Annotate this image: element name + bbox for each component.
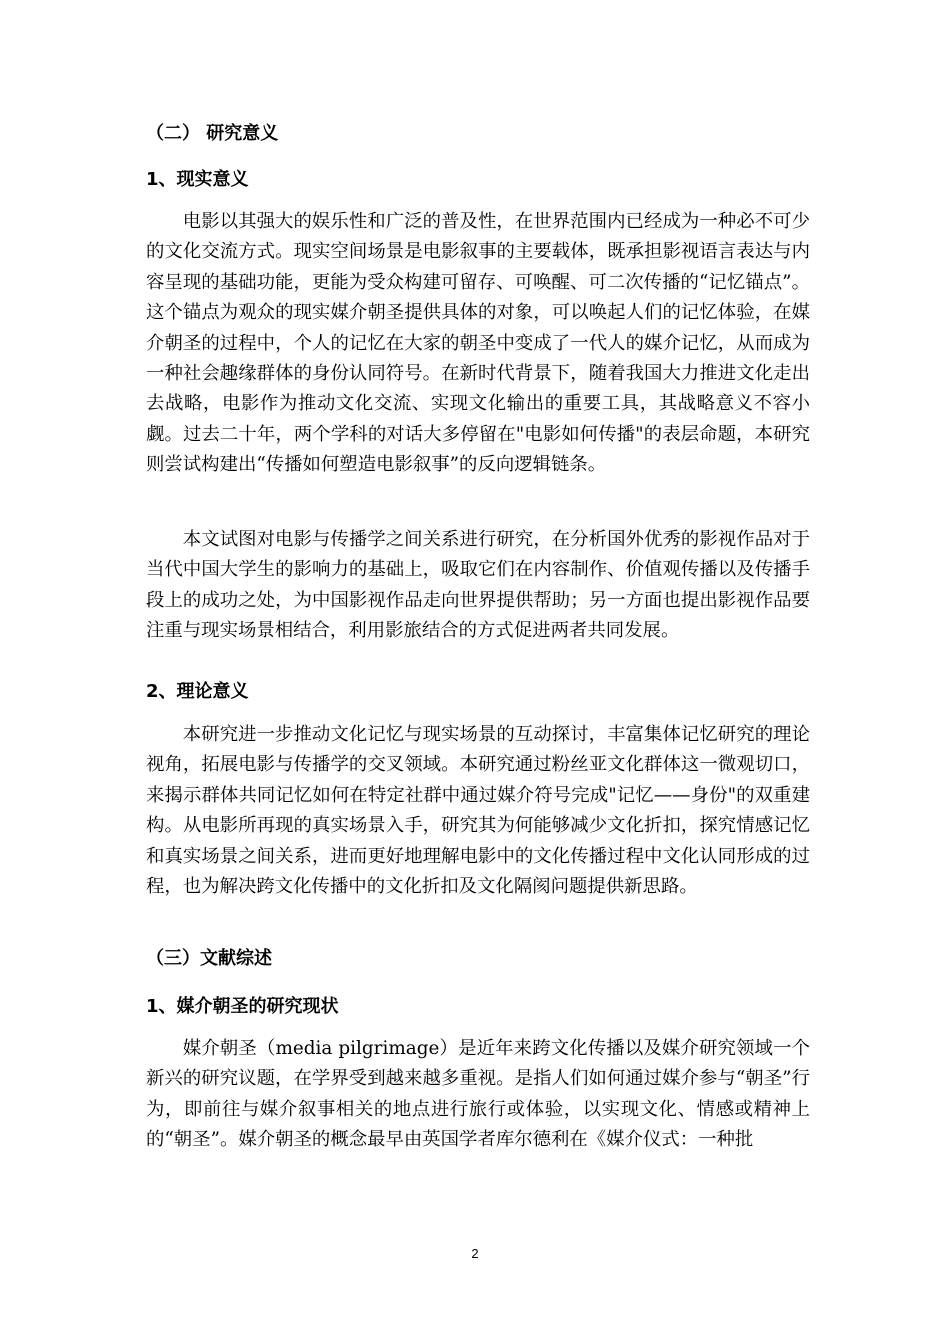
paragraph-media-pilgrimage-1: 媒介朝圣（media pilgrimage）是近年来跨文化传播以及媒介研究领域一个新兴的研究议题，在学界受到越来越多重视。是指人们如何通过媒介参与“朝圣”行为，即前往与媒介叙事相关的地点进行旅行或体验，以实现文化、情感或精神上的“朝圣”。媒介朝圣的概念最早由英国学者库尔德利在《媒介仪式：一种批 xyxy=(146,1038,810,1151)
paragraph-practical-2: 本文试图对电影与传播学之间关系进行研究，在分析国外优秀的影视作品对于当代中国大学生的影响力的基础上，吸取它们在内容制作、价值观传播以及传播手段上的成功之处，为中国影视作品走向世界提供帮助；另一方面也提出影视作品要注重与现实场景相结合，利用影旅结合的方式促进两者共同发展。 xyxy=(146,529,810,642)
subheading-theoretical-significance: 2、理论意义 xyxy=(146,681,249,702)
section-heading-literature-review: （三）文献综述 xyxy=(146,948,272,969)
page-number: 2 xyxy=(471,1246,479,1261)
subheading-media-pilgrimage: 1、媒介朝圣的研究现状 xyxy=(146,996,339,1017)
paragraph-theoretical-1: 本研究进一步推动文化记忆与现实场景的互动探讨，丰富集体记忆研究的理论视角，拓展电影与传播学的交叉领域。本研究通过粉丝亚文化群体这一微观切口，来揭示群体共同记忆如何在特定社群中通过媒介符号完成"记忆——身份"的双重建构。从电影所再现的真实场景入手，研究其为何能够减少文化折扣，探究情感记忆和真实场景之间关系，进而更好地理解电影中的文化传播过程中文化认同形成的过程，也为解决跨文化传播中的文化折扣及文化隔阂问题提供新思路。 xyxy=(146,724,810,898)
section-heading-research-significance: （二） 研究意义 xyxy=(146,123,279,144)
paragraph-practical-1: 电影以其强大的娱乐性和广泛的普及性，在世界范围内已经成为一种必不可少的文化交流方式。现实空间场景是电影叙事的主要载体，既承担影视语言表达与内容呈现的基础功能，更能为受众构建可留存、可唤醒、可二次传播的“记忆锚点”。这个锚点为观众的现实媒介朝圣提供具体的对象，可以唤起人们的记忆体验，在媒介朝圣的过程中，个人的记忆在大家的朝圣中变成了一代人的媒介记忆，从而成为一种社会趣缘群体的身份认同符号。在新时代背景下，随着我国大力推进文化走出去战略，电影作为推动文化交流、实现文化输出的重要工具，其战略意义不容小觑。过去二十年，两个学科的对话大多停留在"电影如何传播"的表层命题，本研究则尝试构建出“传播如何塑造电影叙事”的反向逻辑链条。 xyxy=(146,211,810,476)
subheading-practical-significance: 1、现实意义 xyxy=(146,169,249,190)
